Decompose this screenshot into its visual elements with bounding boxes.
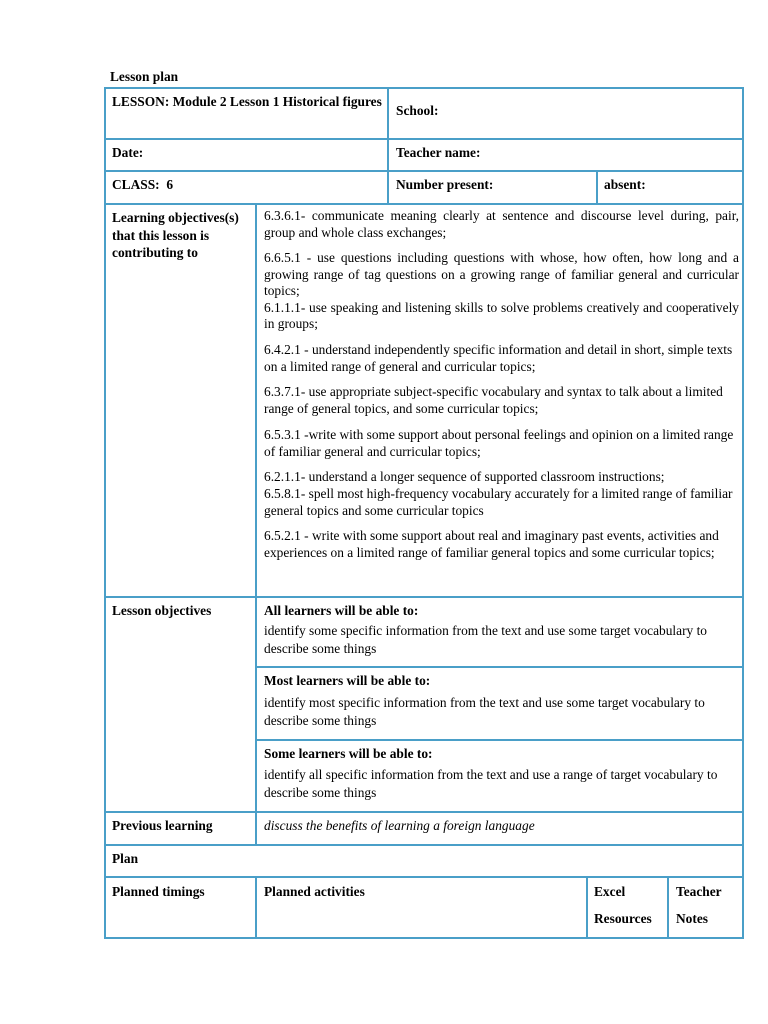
- teacher-name-field: Teacher name:: [396, 145, 481, 160]
- resources-header-line2: Resources: [594, 911, 652, 926]
- column-divider: [586, 876, 588, 939]
- learning-objective-item: 6.3.6.1- communicate meaning clearly at sentence and discourse level during, pair, group and whole class exchanges;: [264, 208, 739, 240]
- row-divider: [104, 811, 744, 813]
- planned-activities-header: Planned activities: [264, 884, 365, 899]
- row-divider: [256, 666, 744, 668]
- date-field: Date:: [112, 145, 144, 160]
- learning-objective-item: 6.3.7.1- use appropriate subject-specific vocabulary and syntax to talk about a limited range of general topics, and some curricular topics;: [264, 384, 723, 417]
- lesson-objectives-label: Lesson objectives: [112, 603, 212, 618]
- number-present-field: Number present:: [396, 177, 494, 192]
- all-learners-title: All learners will be able to:: [264, 603, 419, 618]
- teacher-notes-header-line1: Teacher: [676, 884, 722, 899]
- teacher-notes-header-line2: Notes: [676, 911, 708, 926]
- learning-objective-item: 6.5.2.1 - write with some support about real and imaginary past events, activities and experiences on a limited range of familiar general topics and some curricular topics;: [264, 528, 719, 561]
- most-learners-text: identify most specific information from the text and use some target vocabulary to describe some things: [264, 695, 705, 728]
- plan-label: Plan: [112, 851, 139, 866]
- row-divider: [104, 937, 744, 939]
- learning-objective-item: 6.5.8.1- spell most high-frequency vocabulary accurately for a limited range of familiar general topics and some curricular topics: [264, 485, 733, 518]
- column-divider: [255, 203, 257, 846]
- row-divider: [104, 170, 744, 172]
- learning-objective-item: 6.4.2.1 - understand independently specific information and detail in short, simple texts on a limited range of general and curricular topics;: [264, 342, 733, 374]
- previous-learning-label: Previous learning: [112, 818, 213, 833]
- row-divider: [104, 596, 744, 598]
- planned-timings-header: Planned timings: [112, 884, 205, 899]
- learning-objective-item: 6.2.1.1- understand a longer sequence of supported classroom instructions;: [264, 469, 665, 485]
- previous-learning-text: discuss the benefits of learning a foreign language: [264, 818, 535, 833]
- column-divider: [742, 87, 744, 939]
- lesson-title: LESSON: Module 2 Lesson 1 Historical figures: [112, 94, 382, 109]
- row-divider: [256, 739, 744, 741]
- school-field: School:: [396, 103, 439, 118]
- row-divider: [104, 876, 744, 878]
- row-divider: [104, 203, 744, 205]
- learning-objectives-list: [264, 208, 739, 562]
- document-heading: Lesson plan: [110, 69, 179, 84]
- learning-objectives-label: Learning objectives(s) that this lesson is contributing to: [112, 210, 239, 260]
- most-learners-title: Most learners will be able to:: [264, 673, 431, 688]
- resources-header-line1: Excel: [594, 884, 626, 899]
- column-divider: [387, 87, 389, 205]
- class-field: CLASS: 6: [112, 177, 174, 192]
- learning-objective-item: 6.1.1.1- use speaking and listening skills to solve problems creatively and cooperatively in groups;: [264, 299, 739, 332]
- absent-field: absent:: [604, 177, 646, 192]
- some-learners-title: Some learners will be able to:: [264, 746, 433, 761]
- learning-objective-item: 6.6.5.1 - use questions including questions with whose, how often, how long and a growing range of tag questions on a growing range of familiar general and curricular topics;: [264, 250, 739, 299]
- all-learners-text: identify some specific information from the text and use some target vocabulary to describe some things: [264, 623, 708, 656]
- some-learners-text: identify all specific information from the text and use a range of target vocabulary to describe some things: [264, 767, 718, 800]
- column-divider: [667, 876, 669, 939]
- row-divider: [104, 138, 744, 140]
- column-divider: [255, 876, 257, 939]
- column-divider: [596, 170, 598, 205]
- row-divider: [104, 844, 744, 846]
- column-divider: [104, 87, 106, 939]
- row-divider: [104, 87, 744, 89]
- learning-objective-item: 6.5.3.1 -write with some support about personal feelings and opinion on a limited range of familiar general and curricular topics;: [264, 426, 734, 459]
